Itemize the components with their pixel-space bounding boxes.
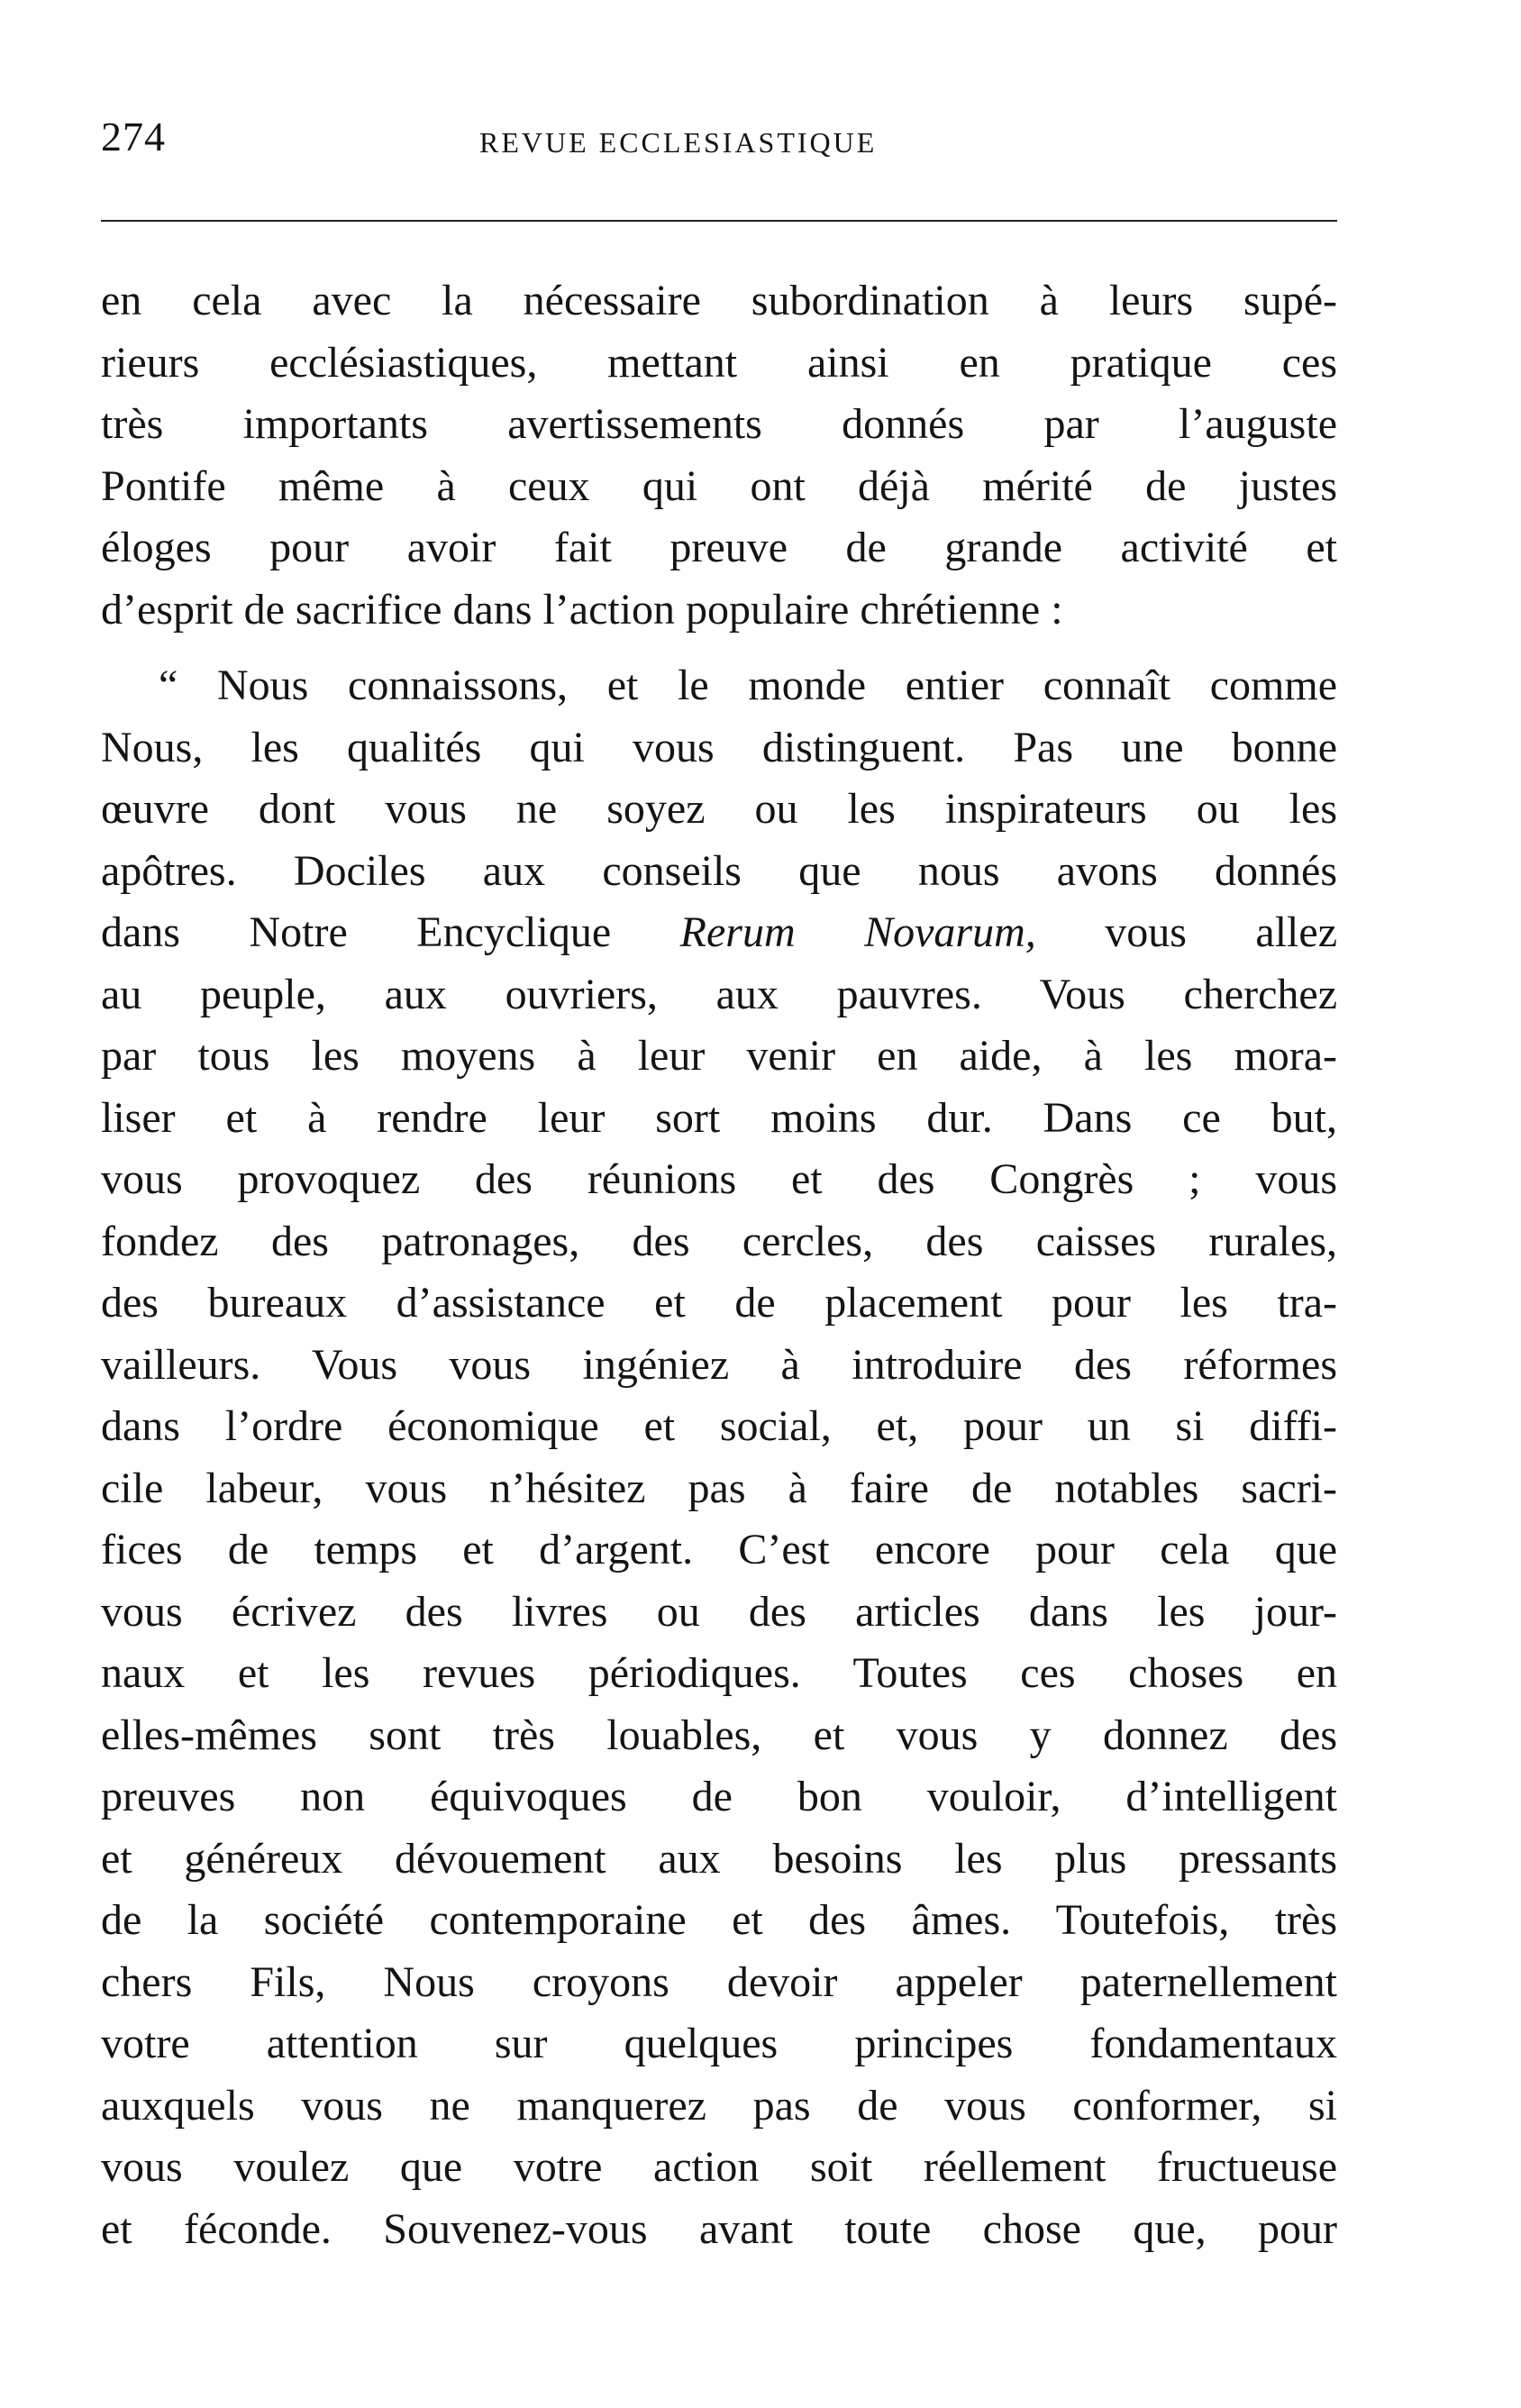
text-line: au peuple, aux ouvriers, aux pauvres. Vous cherchez xyxy=(101,970,1337,1018)
text-line: fondez des patronages, des cercles, des caisses rurales, xyxy=(101,1217,1337,1265)
body-text xyxy=(101,270,1337,2260)
text-line: vous voulez que votre action soit réellement fructueuse xyxy=(101,2143,1337,2191)
running-title: REVUE ECCLESIASTIQUE xyxy=(479,126,878,159)
text-line: en cela avec la nécessaire subordination à leurs supé- xyxy=(101,277,1337,324)
text-line: très importants avertissements donnés par l’auguste xyxy=(101,400,1337,448)
text-line: votre attention sur quelques principes fondamentaux xyxy=(101,2020,1337,2067)
text-line: de la société contemporaine et des âmes. Toutefois, très xyxy=(101,1896,1337,1944)
text-line: cile labeur, vous n’hésitez pas à faire de notables sacri- xyxy=(101,1464,1337,1512)
text-line: par tous les moyens à leur venir en aide, à les mora- xyxy=(101,1032,1337,1080)
text-line: dans l’ordre économique et social, et, pour un si diffi- xyxy=(101,1402,1337,1450)
paragraph xyxy=(101,270,1337,641)
page-number: 274 xyxy=(101,114,166,160)
text-line: vous écrivez des livres ou des articles dans les jour- xyxy=(101,1587,1337,1636)
text-line: d’esprit de sacrifice dans l’action populaire chrétienne : xyxy=(101,585,1063,634)
text-line: preuves non équivoques de bon vouloir, d’intelligent xyxy=(101,1773,1337,1820)
page-header xyxy=(101,110,1337,173)
text-line: vous provoquez des réunions et des Congrès ; vous xyxy=(101,1155,1337,1203)
header-rule xyxy=(101,220,1337,222)
text-line: auxquels vous ne manquerez pas de vous conformer, si xyxy=(101,2081,1337,2130)
text-line: rieurs ecclésiastiques, mettant ainsi en pratique ces xyxy=(101,338,1337,387)
text-segment: dans Notre Encyclique xyxy=(101,908,680,956)
text-line: apôtres. Dociles aux conseils que nous avons donnés xyxy=(101,846,1337,895)
text-line: éloges pour avoir fait preuve de grande activité et xyxy=(101,524,1337,571)
text-line: elles-mêmes sont très louables, et vous y donnez des xyxy=(101,1710,1337,1759)
text-line: et féconde. Souvenez-vous avant toute chose que, pour xyxy=(101,2204,1337,2253)
quotation-paragraph xyxy=(101,655,1337,2260)
text-segment: vous allez xyxy=(1035,908,1337,956)
text-line: fices de temps et d’argent. C’est encore pour cela que xyxy=(101,1526,1337,1573)
text-line: liser et à rendre leur sort moins dur. Dans ce but, xyxy=(101,1093,1337,1142)
text-line: vailleurs. Vous vous ingéniez à introduire des réformes xyxy=(101,1340,1337,1389)
text-line: chers Fils, Nous croyons devoir appeler paternellement xyxy=(101,1957,1337,2006)
text-line: œuvre dont vous ne soyez ou les inspirateurs ou les xyxy=(101,785,1337,833)
encyclical-title: Rerum Novarum, xyxy=(679,908,1036,956)
text-line: Pontife même à ceux qui ont déjà mérité de justes xyxy=(101,461,1337,510)
text-line-encyclical xyxy=(101,902,1337,964)
text-line: des bureaux d’assistance et de placement pour les tra- xyxy=(101,1279,1337,1327)
text-line: et généreux dévouement aux besoins les plus pressants xyxy=(101,1834,1337,1883)
text-line: Nous, les qualités qui vous distinguent. Pas une bonne xyxy=(101,723,1337,771)
text-line: naux et les revues périodiques. Toutes ces choses en xyxy=(101,1649,1337,1697)
text-line: “ Nous connaissons, et le monde entier connaît comme xyxy=(159,661,1337,709)
